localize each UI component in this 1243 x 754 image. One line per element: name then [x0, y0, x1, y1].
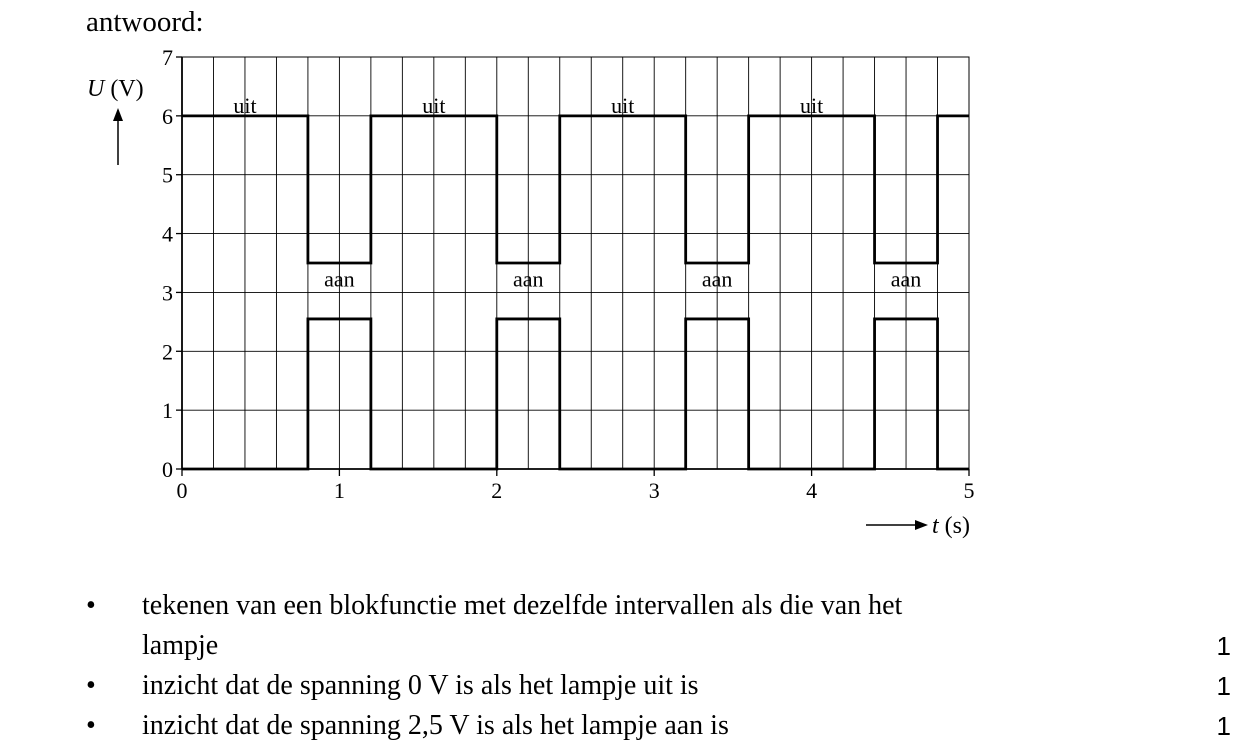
- bullet: •: [86, 710, 96, 741]
- y-tick-label: 3: [162, 280, 173, 306]
- x-axis-arrowhead: [915, 520, 928, 530]
- bullet: •: [86, 670, 96, 701]
- score: 1: [1216, 711, 1231, 741]
- annotation-uit: uit: [233, 92, 257, 118]
- x-tick-label: 5: [963, 478, 975, 503]
- series-line-1: [182, 116, 969, 263]
- x-tick-label: 3: [648, 478, 660, 503]
- plot-frame: [182, 57, 969, 469]
- y-tick-label: 7: [162, 45, 173, 70]
- x-tick-label: 4: [806, 478, 818, 503]
- x-tick-label: 1: [333, 478, 345, 503]
- annotation-aan: aan: [513, 266, 544, 292]
- y-axis-label: U (V): [87, 76, 144, 102]
- y-tick-label: 4: [162, 221, 173, 247]
- criterion-text: tekenen van een blokfunctie met dezelfde intervallen als die van het: [142, 590, 903, 621]
- annotation-aan: aan: [701, 266, 733, 292]
- annotation-uit: uit: [611, 92, 635, 118]
- annotation-uit: uit: [422, 92, 446, 118]
- x-tick-label: 2: [491, 478, 503, 503]
- bullet: •: [86, 590, 96, 621]
- y-tick-label: 2: [162, 339, 173, 365]
- y-tick-label: 5: [162, 162, 173, 188]
- annotation-aan: aan: [324, 266, 355, 292]
- criterion-text: lampje: [142, 630, 219, 661]
- annotation-aan: aan: [890, 266, 922, 292]
- series-line-2: [182, 319, 969, 469]
- heading: antwoord:: [86, 6, 204, 38]
- y-tick-label: 1: [162, 398, 173, 424]
- y-tick-label: 6: [162, 103, 173, 129]
- score: 1: [1216, 671, 1231, 701]
- score: 1: [1216, 631, 1231, 661]
- y-tick-label: 0: [162, 457, 173, 482]
- criterion-text: inzicht dat de spanning 2,5 V is als het lampje aan is: [142, 710, 729, 741]
- annotation-uit: uit: [799, 92, 824, 118]
- x-tick-label: 0: [176, 478, 188, 503]
- x-axis-label: t (s): [932, 513, 970, 539]
- criterion-text: inzicht dat de spanning 0 V is als het lampje uit is: [142, 670, 699, 701]
- y-axis-arrowhead: [113, 108, 123, 121]
